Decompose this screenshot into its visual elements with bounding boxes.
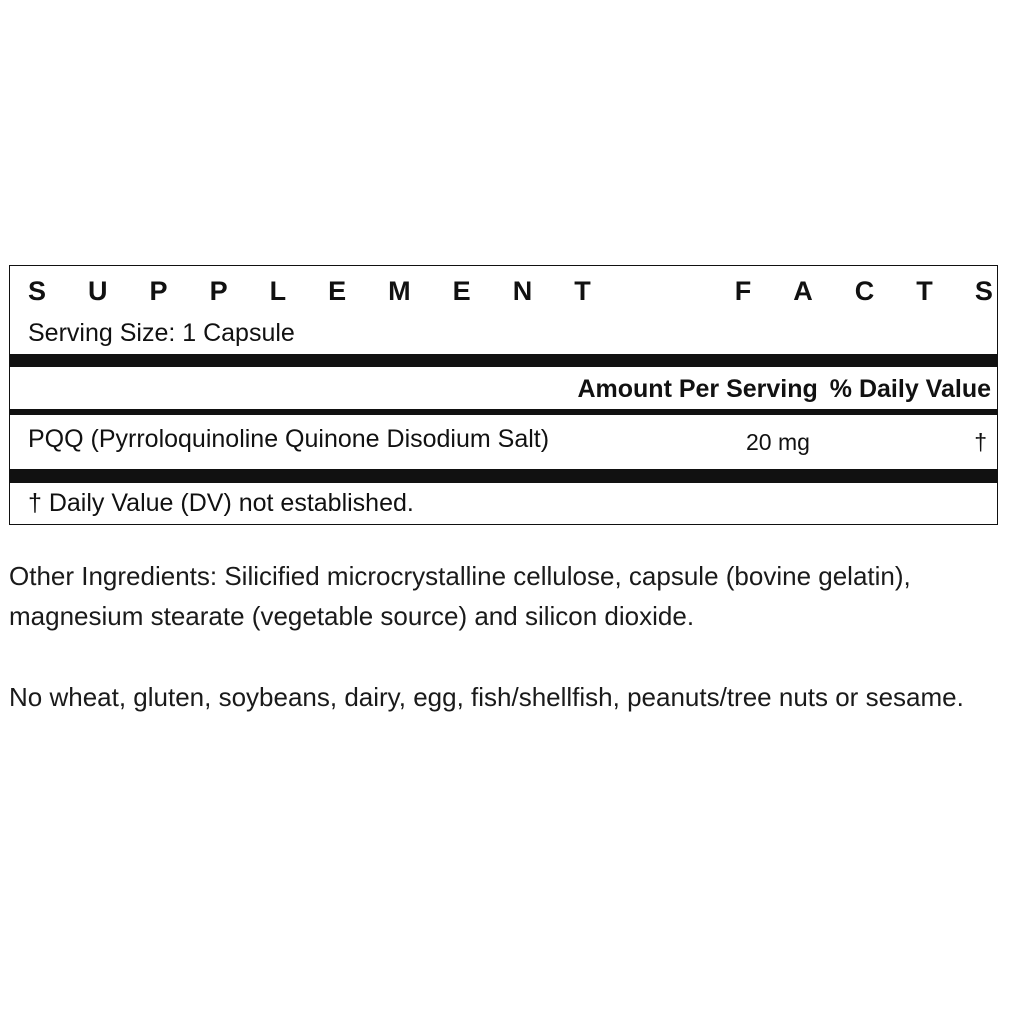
- title-letter: T: [916, 276, 933, 306]
- ingredient-amount: 20 mg: [746, 429, 810, 455]
- title-letter: F: [734, 276, 752, 306]
- title-letter: E: [328, 276, 347, 306]
- title-letter: S: [974, 276, 993, 306]
- thick-divider: [10, 354, 997, 367]
- title-letter: C: [854, 276, 875, 306]
- title-letter: E: [452, 276, 471, 306]
- daily-value-header: % Daily Value: [829, 375, 991, 403]
- title-letter: P: [149, 276, 168, 306]
- allergen-statement: No wheat, gluten, soybeans, dairy, egg, fish/shellfish, peanuts/tree nuts or sesame.: [9, 682, 964, 712]
- panel-title: [28, 274, 993, 308]
- supplement-facts-panel: [9, 265, 998, 525]
- title-letter: M: [388, 276, 411, 306]
- amount-per-serving-header: Amount Per Serving: [577, 375, 818, 403]
- other-ingredients: Other Ingredients: Silicified microcrystalline cellulose, capsule (bovine gelatin), magnesium stearate (vegetable source) and silicon dioxide.: [9, 561, 911, 631]
- title-letter: N: [512, 276, 533, 306]
- title-letter: A: [793, 276, 813, 306]
- thick-divider-bottom: [10, 469, 997, 483]
- title-letter: P: [209, 276, 228, 306]
- title-letter: S: [28, 276, 47, 306]
- header-divider: [10, 409, 997, 415]
- title-letter: T: [574, 276, 591, 306]
- column-headers: [577, 374, 991, 404]
- serving-size: Serving Size: 1 Capsule: [28, 319, 295, 347]
- ingredient-name: PQQ (Pyrroloquinoline Quinone Disodium Salt): [28, 425, 550, 453]
- title-letter: U: [88, 276, 108, 306]
- title-letter: L: [269, 276, 287, 306]
- title-word-gap: [633, 274, 693, 308]
- ingredient-dv: †: [974, 429, 987, 455]
- dv-footnote: † Daily Value (DV) not established.: [28, 489, 414, 517]
